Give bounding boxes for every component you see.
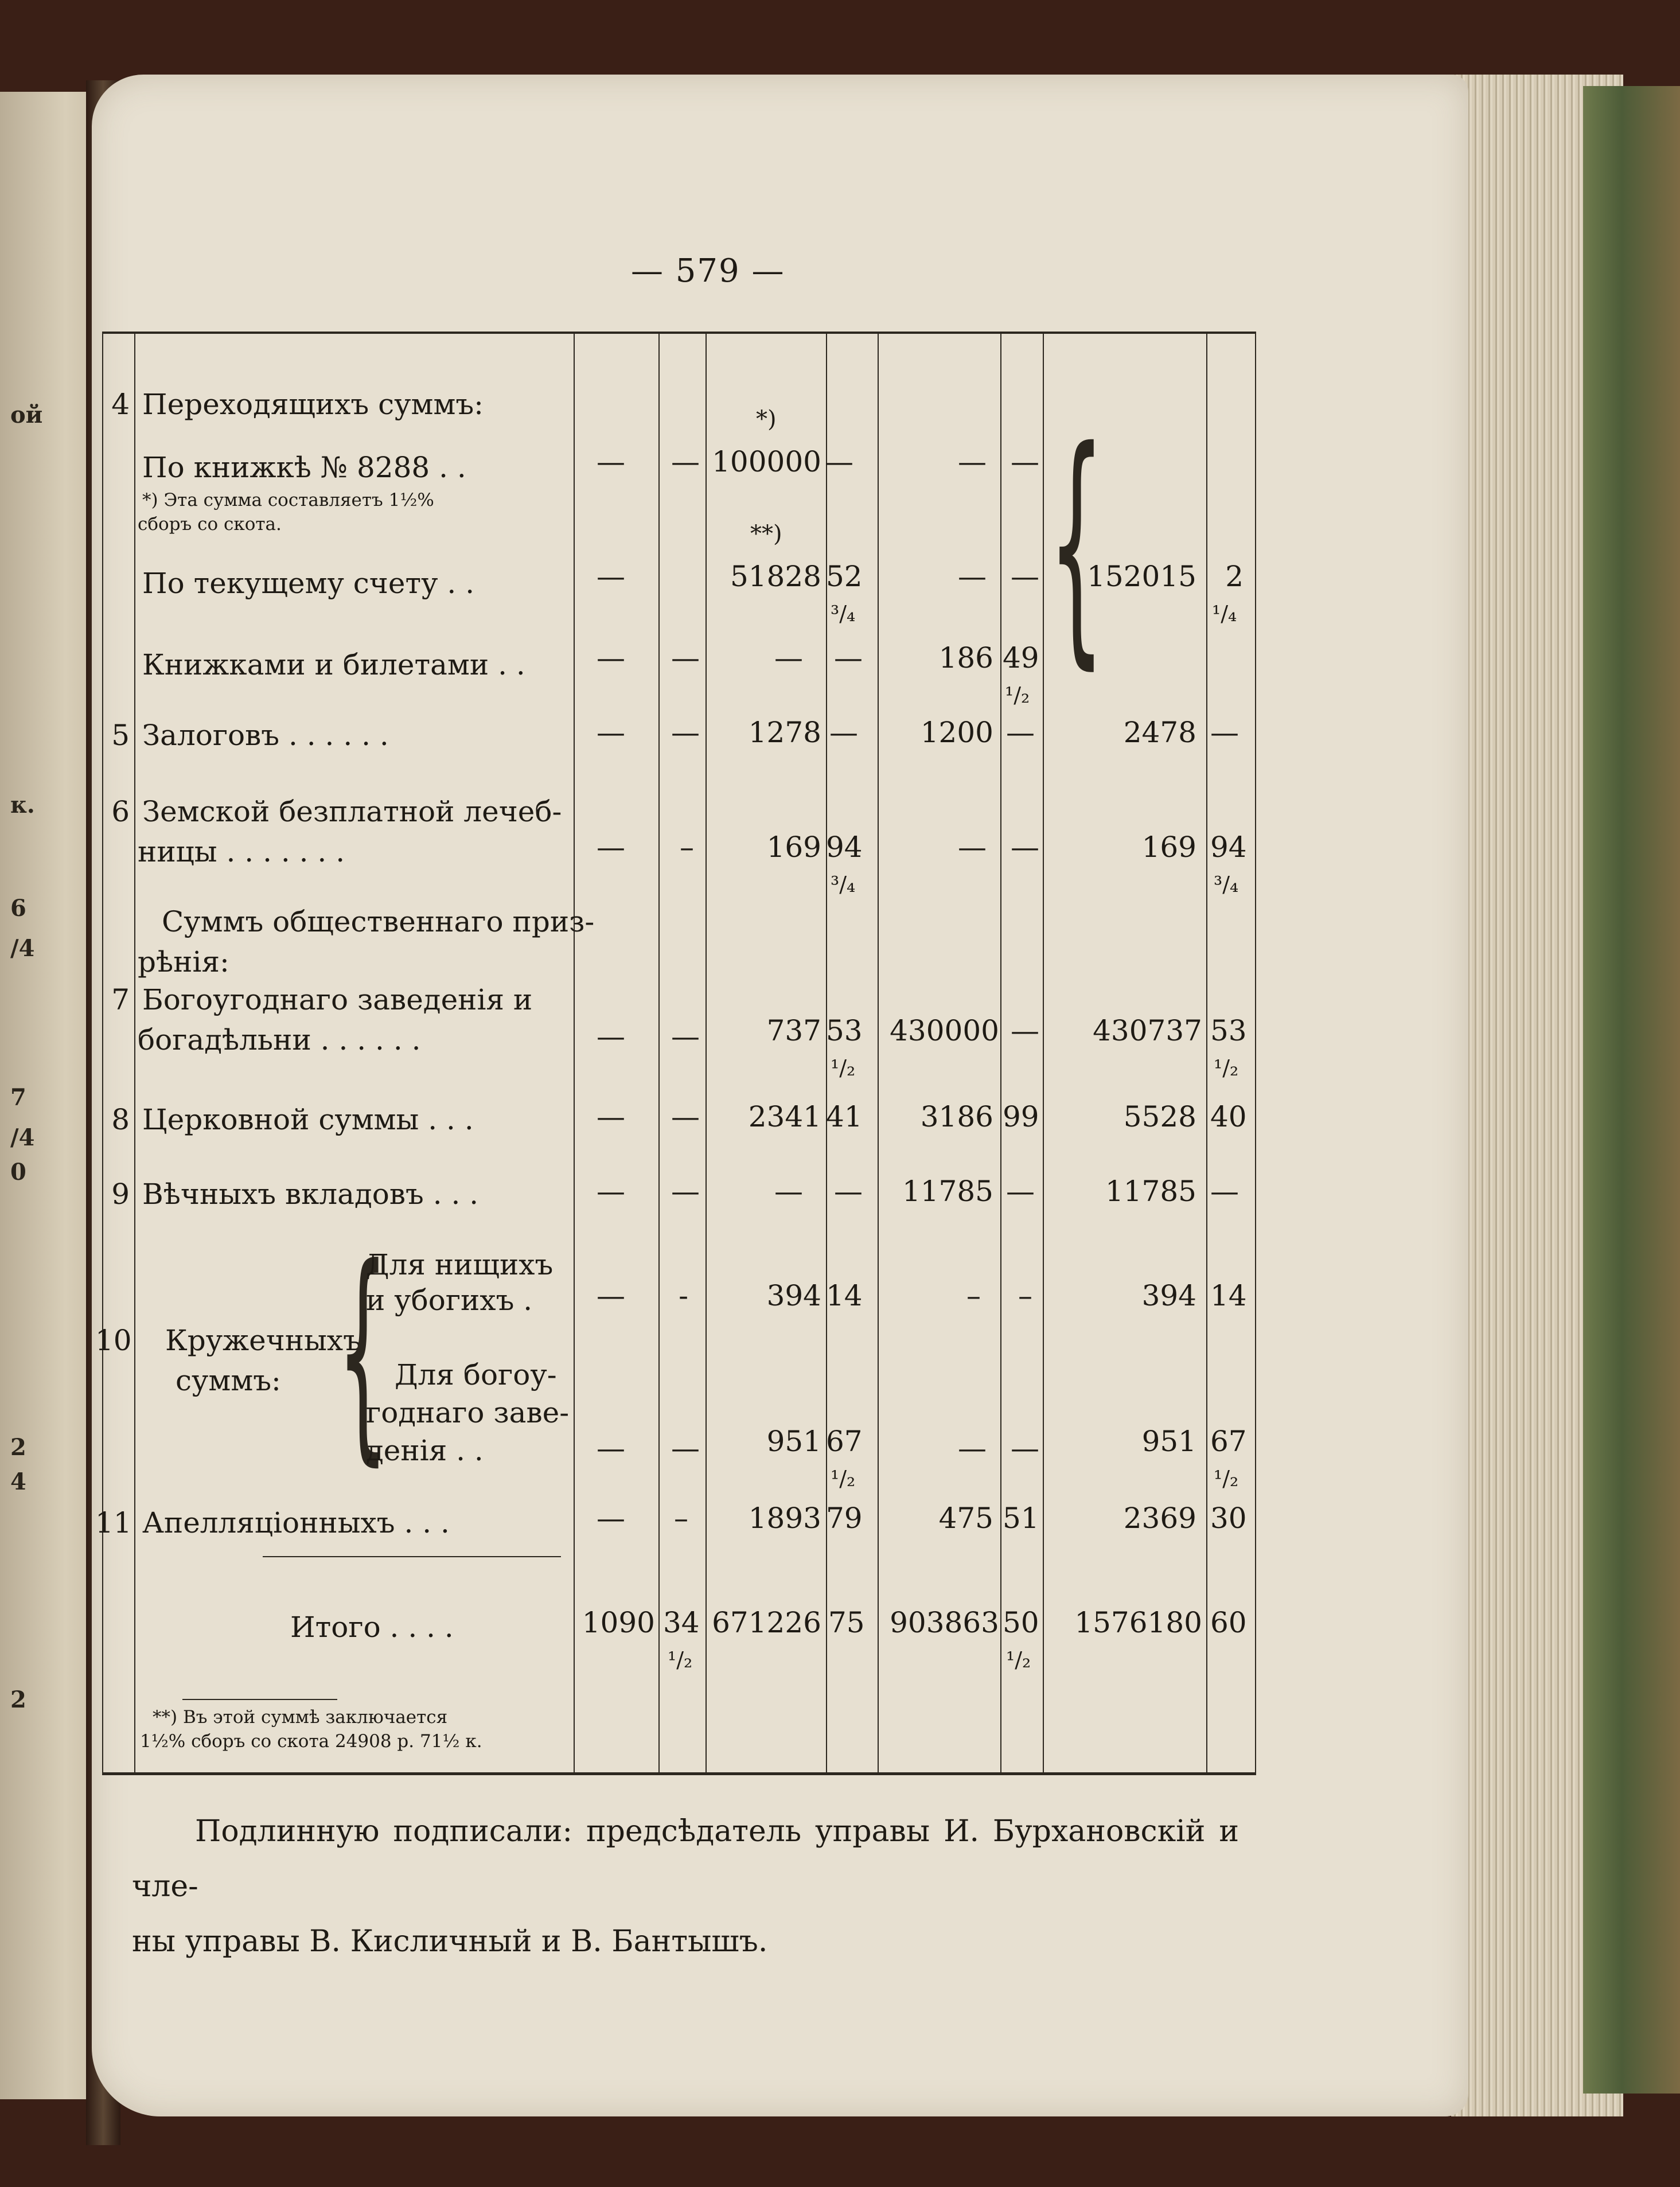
- row-label: Переходящихъ суммъ:: [142, 388, 484, 421]
- cell: —: [671, 1432, 700, 1465]
- footnote: 1½% сборъ со скота 24908 р. 71½ к.: [140, 1731, 482, 1752]
- cell: 5528: [1123, 1100, 1196, 1133]
- cell: —: [774, 641, 803, 675]
- total-cell: 903863: [890, 1606, 999, 1639]
- cell: 2: [1225, 560, 1244, 593]
- row-label: богадѣльни . . . . . .: [138, 1023, 421, 1057]
- row-number: 7: [111, 983, 130, 1016]
- cell: 52: [826, 560, 863, 593]
- column-rule: [1000, 332, 1001, 1775]
- cell: 67: [1210, 1425, 1247, 1458]
- row-label: Апелляціонныхъ . . .: [142, 1506, 450, 1539]
- row-sublabel: годнаго заве-: [366, 1396, 570, 1429]
- cell: 100000: [712, 445, 821, 478]
- cell: —: [671, 641, 700, 675]
- cell: —: [1011, 1432, 1039, 1465]
- cell: 152015: [1087, 560, 1196, 593]
- fraction: ¹/₂: [831, 1055, 856, 1081]
- cell: –: [1018, 1279, 1032, 1312]
- cell: —: [597, 560, 625, 593]
- column-rule: [705, 332, 707, 1775]
- row-number: 8: [111, 1103, 130, 1136]
- cell: —: [1006, 716, 1035, 749]
- row-label: Кружечныхъ: [165, 1324, 361, 1357]
- footnote: сборъ со скота.: [138, 514, 282, 535]
- cell: 53: [826, 1014, 863, 1047]
- total-cell: 671226: [712, 1606, 821, 1639]
- prev-page-fragment: 7: [10, 1084, 26, 1111]
- row-label: По книжкѣ № 8288 . .: [142, 451, 466, 484]
- footnote: *) Эта сумма составляетъ 1½%: [142, 490, 434, 510]
- cell: 30: [1210, 1502, 1247, 1535]
- cell: 430737: [1093, 1014, 1202, 1047]
- row-label: Вѣчныхъ вкладовъ . . .: [142, 1178, 479, 1211]
- row-label: Земской безплатной лечеб-: [142, 795, 562, 828]
- prev-page-fragment: 2: [10, 1686, 26, 1713]
- fraction: ³/₄: [831, 872, 856, 897]
- row-label: суммъ:: [176, 1364, 281, 1397]
- cell: 394: [1141, 1279, 1196, 1312]
- total-cell: 50: [1003, 1606, 1039, 1639]
- total-label: Итого . . . .: [290, 1611, 454, 1644]
- table-top-rule: [102, 332, 1256, 334]
- page-number: — 579 —: [631, 252, 785, 290]
- cell: —: [597, 1432, 625, 1465]
- cell: 430000: [890, 1014, 999, 1047]
- fraction: ¹/₂: [831, 1466, 856, 1491]
- footnote-mark: *): [756, 406, 777, 432]
- row-number: 10: [95, 1324, 132, 1357]
- cell: —: [774, 1175, 803, 1208]
- cell: 169: [1141, 831, 1196, 864]
- cell: 94: [1210, 831, 1247, 864]
- cell: —: [671, 445, 700, 478]
- cell: 2341: [748, 1100, 821, 1133]
- cell: —: [834, 641, 863, 675]
- prev-page-fragment: 2: [10, 1434, 26, 1461]
- signature-line: Подлинную подписали: предсѣдатель управы И. Бурхановскій и чле-: [132, 1814, 1239, 1904]
- cell: 11785: [902, 1175, 993, 1208]
- row-sublabel: денія . .: [366, 1434, 484, 1467]
- cell: —: [597, 716, 625, 749]
- cell: —: [671, 716, 700, 749]
- cell: —: [1210, 716, 1239, 749]
- cell: —: [958, 445, 987, 478]
- cell: 1278: [748, 716, 821, 749]
- footnote-mark: **): [750, 521, 782, 547]
- total-cell: 1576180: [1074, 1606, 1202, 1639]
- cell: 475: [938, 1502, 993, 1535]
- row-sublabel: Для богоу-: [395, 1358, 557, 1391]
- prev-page-fragment: /4: [10, 935, 35, 962]
- cell: —: [958, 1432, 987, 1465]
- signature-line: ны управы В. Кисличный и В. Бантышъ.: [132, 1924, 768, 1959]
- row-label: Богоугоднаго заведенія и: [142, 983, 533, 1016]
- cell: —: [597, 641, 625, 675]
- cell: 67: [826, 1425, 863, 1458]
- curly-brace-icon: {: [337, 1219, 389, 1486]
- cell: —: [597, 445, 625, 478]
- book-cover-edge: [1583, 86, 1680, 2094]
- cell: 169: [766, 831, 821, 864]
- cell: —: [825, 445, 853, 478]
- cell: —: [597, 1502, 625, 1535]
- cell: 79: [826, 1502, 863, 1535]
- cell: 41: [826, 1100, 863, 1133]
- cell: 14: [826, 1279, 863, 1312]
- column-rule: [1255, 332, 1256, 1775]
- total-cell: 60: [1210, 1606, 1247, 1639]
- prev-page-fragment: 4: [10, 1468, 26, 1495]
- cell: 49: [1003, 641, 1039, 675]
- cell: —: [1011, 831, 1039, 864]
- cell: 51828: [730, 560, 821, 593]
- section-heading: рѣнія:: [138, 945, 229, 979]
- fraction: ³/₄: [831, 601, 856, 626]
- cell: 94: [826, 831, 863, 864]
- signature-paragraph: [132, 1804, 1239, 1969]
- fraction: ¹/₄: [1212, 601, 1237, 626]
- row-label: Церковной суммы . . .: [142, 1103, 474, 1136]
- row-sublabel: и убогихъ .: [366, 1284, 533, 1317]
- row-label: По текущему счету . .: [142, 567, 475, 600]
- row-number: 5: [111, 719, 130, 752]
- cell: –: [966, 1279, 981, 1312]
- row-number: 9: [111, 1178, 130, 1211]
- cell: 951: [1141, 1425, 1196, 1458]
- cell: –: [674, 1502, 688, 1535]
- row-number: 6: [111, 795, 130, 828]
- cell: —: [597, 1100, 625, 1133]
- cell: —: [834, 1175, 863, 1208]
- column-rule: [1043, 332, 1044, 1775]
- row-label: ницы . . . . . . .: [138, 835, 345, 868]
- cell: —: [597, 1279, 625, 1312]
- fraction: ¹/₂: [1005, 683, 1030, 708]
- total-cell: 1090: [582, 1606, 655, 1639]
- cell: 14: [1210, 1279, 1247, 1312]
- cell: —: [829, 716, 858, 749]
- cell: —: [1011, 445, 1039, 478]
- cell: 53: [1210, 1014, 1247, 1047]
- column-rule: [658, 332, 660, 1775]
- cell: 2369: [1123, 1502, 1196, 1535]
- column-rule: [878, 332, 879, 1775]
- footnote-rule: [182, 1699, 337, 1700]
- cell: —: [597, 1020, 625, 1053]
- cell: 40: [1210, 1100, 1247, 1133]
- cell: 51: [1003, 1502, 1039, 1535]
- column-rule: [826, 332, 827, 1775]
- cell: —: [597, 1175, 625, 1208]
- cell: —: [1210, 1175, 1239, 1208]
- column-rule: [574, 332, 575, 1775]
- curly-brace-icon: {: [1048, 397, 1105, 691]
- cell: 99: [1003, 1100, 1039, 1133]
- prev-page-fragment: к.: [10, 792, 35, 818]
- prev-page-fragment: ой: [10, 401, 43, 428]
- fraction: ¹/₂: [1006, 1647, 1031, 1673]
- row-sublabel: Для нищихъ: [366, 1248, 553, 1281]
- column-rule: [102, 332, 103, 1775]
- row-label: Залоговъ . . . . . .: [142, 719, 389, 752]
- cell: –: [680, 831, 694, 864]
- cell: 1200: [920, 716, 993, 749]
- section-heading: Суммъ общественнаго приз-: [162, 905, 595, 938]
- fraction: ¹/₂: [668, 1647, 693, 1673]
- row-number: 11: [95, 1506, 132, 1539]
- cell: —: [958, 560, 987, 593]
- cell: —: [1011, 1014, 1039, 1047]
- cell: 2478: [1123, 716, 1196, 749]
- cell: -: [679, 1279, 688, 1312]
- cell: 1893: [748, 1502, 821, 1535]
- cell: 737: [766, 1014, 821, 1047]
- total-cell: 75: [828, 1606, 865, 1639]
- cell: —: [1011, 560, 1039, 593]
- row-label: Книжками и билетами . .: [142, 648, 525, 681]
- row-number: 4: [111, 388, 130, 421]
- cell: 394: [766, 1279, 821, 1312]
- cell: 951: [766, 1425, 821, 1458]
- prev-page-fragment: 0: [10, 1159, 26, 1186]
- prev-page-fragment: /4: [10, 1124, 35, 1151]
- cell: —: [597, 831, 625, 864]
- cell: 186: [938, 641, 993, 675]
- total-rule: [263, 1556, 561, 1557]
- ledger-table: [95, 332, 1256, 1775]
- cell: —: [1006, 1175, 1035, 1208]
- cell: —: [671, 1175, 700, 1208]
- cell: 3186: [920, 1100, 993, 1133]
- cell: 11785: [1105, 1175, 1196, 1208]
- fraction: ³/₄: [1214, 872, 1239, 897]
- fraction: ¹/₂: [1214, 1055, 1239, 1081]
- column-rule: [134, 332, 135, 1775]
- footnote: **) Въ этой суммѣ заключается: [153, 1707, 448, 1728]
- cell: —: [671, 1020, 700, 1053]
- column-rule: [1206, 332, 1207, 1775]
- prev-page-fragment: 6: [10, 895, 26, 922]
- cell: —: [958, 831, 987, 864]
- fraction: ¹/₂: [1214, 1466, 1239, 1491]
- table-bottom-rule: [102, 1772, 1256, 1775]
- cell: —: [671, 1100, 700, 1133]
- total-cell: 34: [663, 1606, 700, 1639]
